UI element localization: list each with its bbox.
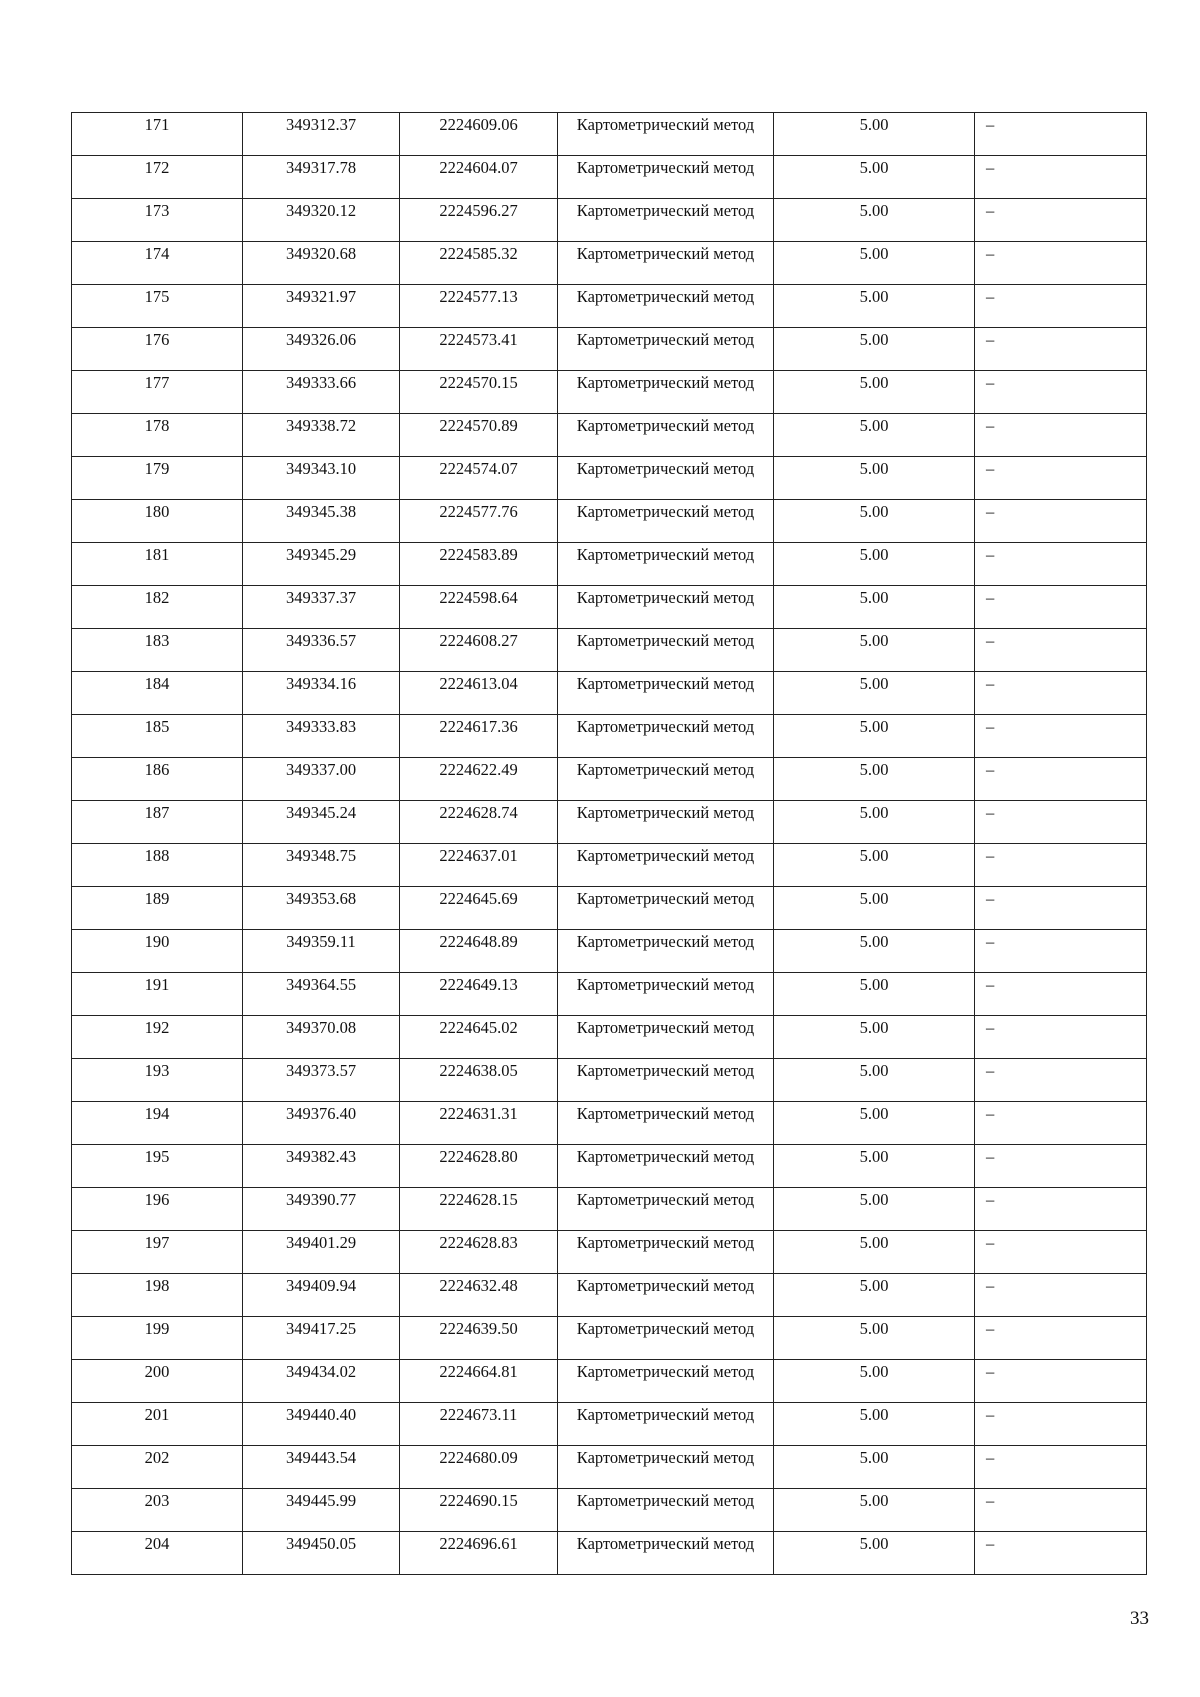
accuracy-cell: 5.00 <box>774 414 975 457</box>
note-cell: – <box>975 285 1147 328</box>
note-cell: – <box>975 715 1147 758</box>
note-cell: – <box>975 1231 1147 1274</box>
accuracy-cell: 5.00 <box>774 1532 975 1575</box>
y-coordinate-cell: 2224577.76 <box>400 500 558 543</box>
method-cell: Картометрический метод <box>558 1231 774 1274</box>
x-coordinate-cell: 349345.38 <box>243 500 400 543</box>
note-cell: – <box>975 156 1147 199</box>
method-cell: Картометрический метод <box>558 1532 774 1575</box>
note-cell: – <box>975 1102 1147 1145</box>
note-cell: – <box>975 1360 1147 1403</box>
y-coordinate-cell: 2224622.49 <box>400 758 558 801</box>
method-cell: Картометрический метод <box>558 285 774 328</box>
x-coordinate-cell: 349382.43 <box>243 1145 400 1188</box>
table-row <box>72 414 1147 457</box>
table-row <box>72 887 1147 930</box>
y-coordinate-cell: 2224573.41 <box>400 328 558 371</box>
table-row <box>72 1016 1147 1059</box>
x-coordinate-cell: 349434.02 <box>243 1360 400 1403</box>
accuracy-cell: 5.00 <box>774 1360 975 1403</box>
x-coordinate-cell: 349364.55 <box>243 973 400 1016</box>
table-row <box>72 1059 1147 1102</box>
accuracy-cell: 5.00 <box>774 285 975 328</box>
note-cell: – <box>975 113 1147 156</box>
note-cell: – <box>975 1317 1147 1360</box>
point-number-cell: 182 <box>72 586 243 629</box>
note-cell: – <box>975 1059 1147 1102</box>
note-cell: – <box>975 801 1147 844</box>
y-coordinate-cell: 2224664.81 <box>400 1360 558 1403</box>
point-number-cell: 191 <box>72 973 243 1016</box>
method-cell: Картометрический метод <box>558 672 774 715</box>
method-cell: Картометрический метод <box>558 1145 774 1188</box>
accuracy-cell: 5.00 <box>774 930 975 973</box>
table-row <box>72 371 1147 414</box>
y-coordinate-cell: 2224680.09 <box>400 1446 558 1489</box>
method-cell: Картометрический метод <box>558 328 774 371</box>
y-coordinate-cell: 2224613.04 <box>400 672 558 715</box>
x-coordinate-cell: 349450.05 <box>243 1532 400 1575</box>
note-cell: – <box>975 1446 1147 1489</box>
accuracy-cell: 5.00 <box>774 629 975 672</box>
accuracy-cell: 5.00 <box>774 113 975 156</box>
x-coordinate-cell: 349345.29 <box>243 543 400 586</box>
table-row <box>72 242 1147 285</box>
note-cell: – <box>975 199 1147 242</box>
note-cell: – <box>975 887 1147 930</box>
point-number-cell: 177 <box>72 371 243 414</box>
x-coordinate-cell: 349390.77 <box>243 1188 400 1231</box>
note-cell: – <box>975 457 1147 500</box>
point-number-cell: 195 <box>72 1145 243 1188</box>
y-coordinate-cell: 2224617.36 <box>400 715 558 758</box>
note-cell: – <box>975 414 1147 457</box>
method-cell: Картометрический метод <box>558 414 774 457</box>
y-coordinate-cell: 2224628.15 <box>400 1188 558 1231</box>
x-coordinate-cell: 349320.12 <box>243 199 400 242</box>
note-cell: – <box>975 328 1147 371</box>
method-cell: Картометрический метод <box>558 1059 774 1102</box>
method-cell: Картометрический метод <box>558 715 774 758</box>
point-number-cell: 192 <box>72 1016 243 1059</box>
point-number-cell: 204 <box>72 1532 243 1575</box>
point-number-cell: 187 <box>72 801 243 844</box>
accuracy-cell: 5.00 <box>774 199 975 242</box>
method-cell: Картометрический метод <box>558 1360 774 1403</box>
accuracy-cell: 5.00 <box>774 887 975 930</box>
note-cell: – <box>975 242 1147 285</box>
y-coordinate-cell: 2224632.48 <box>400 1274 558 1317</box>
y-coordinate-cell: 2224628.74 <box>400 801 558 844</box>
y-coordinate-cell: 2224596.27 <box>400 199 558 242</box>
y-coordinate-cell: 2224574.07 <box>400 457 558 500</box>
method-cell: Картометрический метод <box>558 457 774 500</box>
table-row <box>72 715 1147 758</box>
point-number-cell: 194 <box>72 1102 243 1145</box>
table-row <box>72 1317 1147 1360</box>
table-row <box>72 629 1147 672</box>
method-cell: Картометрический метод <box>558 371 774 414</box>
accuracy-cell: 5.00 <box>774 1102 975 1145</box>
point-number-cell: 186 <box>72 758 243 801</box>
point-number-cell: 190 <box>72 930 243 973</box>
x-coordinate-cell: 349321.97 <box>243 285 400 328</box>
coordinates-table <box>71 112 1147 1575</box>
method-cell: Картометрический метод <box>558 629 774 672</box>
point-number-cell: 179 <box>72 457 243 500</box>
point-number-cell: 176 <box>72 328 243 371</box>
x-coordinate-cell: 349345.24 <box>243 801 400 844</box>
point-number-cell: 198 <box>72 1274 243 1317</box>
y-coordinate-cell: 2224598.64 <box>400 586 558 629</box>
accuracy-cell: 5.00 <box>774 1059 975 1102</box>
x-coordinate-cell: 349417.25 <box>243 1317 400 1360</box>
page-number: 33 <box>1130 1608 1149 1629</box>
table-row <box>72 457 1147 500</box>
y-coordinate-cell: 2224609.06 <box>400 113 558 156</box>
accuracy-cell: 5.00 <box>774 457 975 500</box>
table-row <box>72 113 1147 156</box>
note-cell: – <box>975 586 1147 629</box>
accuracy-cell: 5.00 <box>774 1489 975 1532</box>
x-coordinate-cell: 349440.40 <box>243 1403 400 1446</box>
note-cell: – <box>975 1403 1147 1446</box>
x-coordinate-cell: 349334.16 <box>243 672 400 715</box>
x-coordinate-cell: 349370.08 <box>243 1016 400 1059</box>
coordinates-table-body <box>72 113 1147 1575</box>
point-number-cell: 173 <box>72 199 243 242</box>
point-number-cell: 189 <box>72 887 243 930</box>
accuracy-cell: 5.00 <box>774 758 975 801</box>
table-row <box>72 1532 1147 1575</box>
accuracy-cell: 5.00 <box>774 801 975 844</box>
x-coordinate-cell: 349445.99 <box>243 1489 400 1532</box>
point-number-cell: 199 <box>72 1317 243 1360</box>
table-row <box>72 973 1147 1016</box>
accuracy-cell: 5.00 <box>774 672 975 715</box>
y-coordinate-cell: 2224649.13 <box>400 973 558 1016</box>
x-coordinate-cell: 349401.29 <box>243 1231 400 1274</box>
y-coordinate-cell: 2224585.32 <box>400 242 558 285</box>
x-coordinate-cell: 349343.10 <box>243 457 400 500</box>
y-coordinate-cell: 2224637.01 <box>400 844 558 887</box>
accuracy-cell: 5.00 <box>774 1317 975 1360</box>
y-coordinate-cell: 2224577.13 <box>400 285 558 328</box>
method-cell: Картометрический метод <box>558 844 774 887</box>
note-cell: – <box>975 1016 1147 1059</box>
y-coordinate-cell: 2224648.89 <box>400 930 558 973</box>
x-coordinate-cell: 349337.37 <box>243 586 400 629</box>
note-cell: – <box>975 500 1147 543</box>
note-cell: – <box>975 1145 1147 1188</box>
accuracy-cell: 5.00 <box>774 1016 975 1059</box>
x-coordinate-cell: 349312.37 <box>243 113 400 156</box>
y-coordinate-cell: 2224570.89 <box>400 414 558 457</box>
x-coordinate-cell: 349359.11 <box>243 930 400 973</box>
point-number-cell: 193 <box>72 1059 243 1102</box>
accuracy-cell: 5.00 <box>774 1446 975 1489</box>
note-cell: – <box>975 930 1147 973</box>
note-cell: – <box>975 543 1147 586</box>
x-coordinate-cell: 349373.57 <box>243 1059 400 1102</box>
accuracy-cell: 5.00 <box>774 328 975 371</box>
method-cell: Картометрический метод <box>558 1016 774 1059</box>
method-cell: Картометрический метод <box>558 1274 774 1317</box>
x-coordinate-cell: 349333.83 <box>243 715 400 758</box>
method-cell: Картометрический метод <box>558 156 774 199</box>
note-cell: – <box>975 758 1147 801</box>
y-coordinate-cell: 2224638.05 <box>400 1059 558 1102</box>
accuracy-cell: 5.00 <box>774 1231 975 1274</box>
table-row <box>72 1102 1147 1145</box>
point-number-cell: 203 <box>72 1489 243 1532</box>
y-coordinate-cell: 2224604.07 <box>400 156 558 199</box>
point-number-cell: 175 <box>72 285 243 328</box>
table-row <box>72 758 1147 801</box>
point-number-cell: 183 <box>72 629 243 672</box>
method-cell: Картометрический метод <box>558 1188 774 1231</box>
y-coordinate-cell: 2224583.89 <box>400 543 558 586</box>
y-coordinate-cell: 2224645.02 <box>400 1016 558 1059</box>
y-coordinate-cell: 2224628.83 <box>400 1231 558 1274</box>
accuracy-cell: 5.00 <box>774 973 975 1016</box>
point-number-cell: 188 <box>72 844 243 887</box>
table-row <box>72 500 1147 543</box>
accuracy-cell: 5.00 <box>774 1403 975 1446</box>
accuracy-cell: 5.00 <box>774 586 975 629</box>
point-number-cell: 201 <box>72 1403 243 1446</box>
point-number-cell: 196 <box>72 1188 243 1231</box>
accuracy-cell: 5.00 <box>774 371 975 414</box>
note-cell: – <box>975 1188 1147 1231</box>
point-number-cell: 172 <box>72 156 243 199</box>
table-row <box>72 1360 1147 1403</box>
x-coordinate-cell: 349443.54 <box>243 1446 400 1489</box>
accuracy-cell: 5.00 <box>774 1188 975 1231</box>
note-cell: – <box>975 672 1147 715</box>
x-coordinate-cell: 349320.68 <box>243 242 400 285</box>
table-row <box>72 1231 1147 1274</box>
table-row <box>72 930 1147 973</box>
point-number-cell: 200 <box>72 1360 243 1403</box>
table-row <box>72 1403 1147 1446</box>
x-coordinate-cell: 349317.78 <box>243 156 400 199</box>
y-coordinate-cell: 2224570.15 <box>400 371 558 414</box>
method-cell: Картометрический метод <box>558 887 774 930</box>
table-row <box>72 543 1147 586</box>
y-coordinate-cell: 2224628.80 <box>400 1145 558 1188</box>
y-coordinate-cell: 2224639.50 <box>400 1317 558 1360</box>
table-row <box>72 844 1147 887</box>
method-cell: Картометрический метод <box>558 1102 774 1145</box>
x-coordinate-cell: 349333.66 <box>243 371 400 414</box>
note-cell: – <box>975 1274 1147 1317</box>
accuracy-cell: 5.00 <box>774 1145 975 1188</box>
x-coordinate-cell: 349353.68 <box>243 887 400 930</box>
method-cell: Картометрический метод <box>558 1317 774 1360</box>
x-coordinate-cell: 349348.75 <box>243 844 400 887</box>
x-coordinate-cell: 349376.40 <box>243 1102 400 1145</box>
method-cell: Картометрический метод <box>558 586 774 629</box>
accuracy-cell: 5.00 <box>774 844 975 887</box>
point-number-cell: 180 <box>72 500 243 543</box>
method-cell: Картометрический метод <box>558 973 774 1016</box>
y-coordinate-cell: 2224673.11 <box>400 1403 558 1446</box>
table-row <box>72 328 1147 371</box>
table-row <box>72 285 1147 328</box>
x-coordinate-cell: 349338.72 <box>243 414 400 457</box>
table-row <box>72 1489 1147 1532</box>
table-row <box>72 199 1147 242</box>
y-coordinate-cell: 2224631.31 <box>400 1102 558 1145</box>
note-cell: – <box>975 1532 1147 1575</box>
point-number-cell: 171 <box>72 113 243 156</box>
y-coordinate-cell: 2224645.69 <box>400 887 558 930</box>
method-cell: Картометрический метод <box>558 113 774 156</box>
point-number-cell: 197 <box>72 1231 243 1274</box>
accuracy-cell: 5.00 <box>774 242 975 285</box>
note-cell: – <box>975 1489 1147 1532</box>
note-cell: – <box>975 973 1147 1016</box>
point-number-cell: 184 <box>72 672 243 715</box>
table-row <box>72 1446 1147 1489</box>
method-cell: Картометрический метод <box>558 1489 774 1532</box>
point-number-cell: 202 <box>72 1446 243 1489</box>
point-number-cell: 185 <box>72 715 243 758</box>
x-coordinate-cell: 349336.57 <box>243 629 400 672</box>
x-coordinate-cell: 349326.06 <box>243 328 400 371</box>
accuracy-cell: 5.00 <box>774 715 975 758</box>
table-row <box>72 1188 1147 1231</box>
point-number-cell: 181 <box>72 543 243 586</box>
accuracy-cell: 5.00 <box>774 543 975 586</box>
table-row <box>72 586 1147 629</box>
table-row <box>72 801 1147 844</box>
y-coordinate-cell: 2224690.15 <box>400 1489 558 1532</box>
y-coordinate-cell: 2224608.27 <box>400 629 558 672</box>
method-cell: Картометрический метод <box>558 199 774 242</box>
method-cell: Картометрический метод <box>558 242 774 285</box>
point-number-cell: 178 <box>72 414 243 457</box>
table-row <box>72 156 1147 199</box>
note-cell: – <box>975 844 1147 887</box>
method-cell: Картометрический метод <box>558 801 774 844</box>
accuracy-cell: 5.00 <box>774 156 975 199</box>
method-cell: Картометрический метод <box>558 930 774 973</box>
y-coordinate-cell: 2224696.61 <box>400 1532 558 1575</box>
x-coordinate-cell: 349337.00 <box>243 758 400 801</box>
method-cell: Картометрический метод <box>558 543 774 586</box>
table-row <box>72 672 1147 715</box>
accuracy-cell: 5.00 <box>774 500 975 543</box>
table-row <box>72 1274 1147 1317</box>
point-number-cell: 174 <box>72 242 243 285</box>
accuracy-cell: 5.00 <box>774 1274 975 1317</box>
method-cell: Картометрический метод <box>558 500 774 543</box>
x-coordinate-cell: 349409.94 <box>243 1274 400 1317</box>
method-cell: Картометрический метод <box>558 758 774 801</box>
note-cell: – <box>975 629 1147 672</box>
method-cell: Картометрический метод <box>558 1403 774 1446</box>
note-cell: – <box>975 371 1147 414</box>
method-cell: Картометрический метод <box>558 1446 774 1489</box>
table-row <box>72 1145 1147 1188</box>
